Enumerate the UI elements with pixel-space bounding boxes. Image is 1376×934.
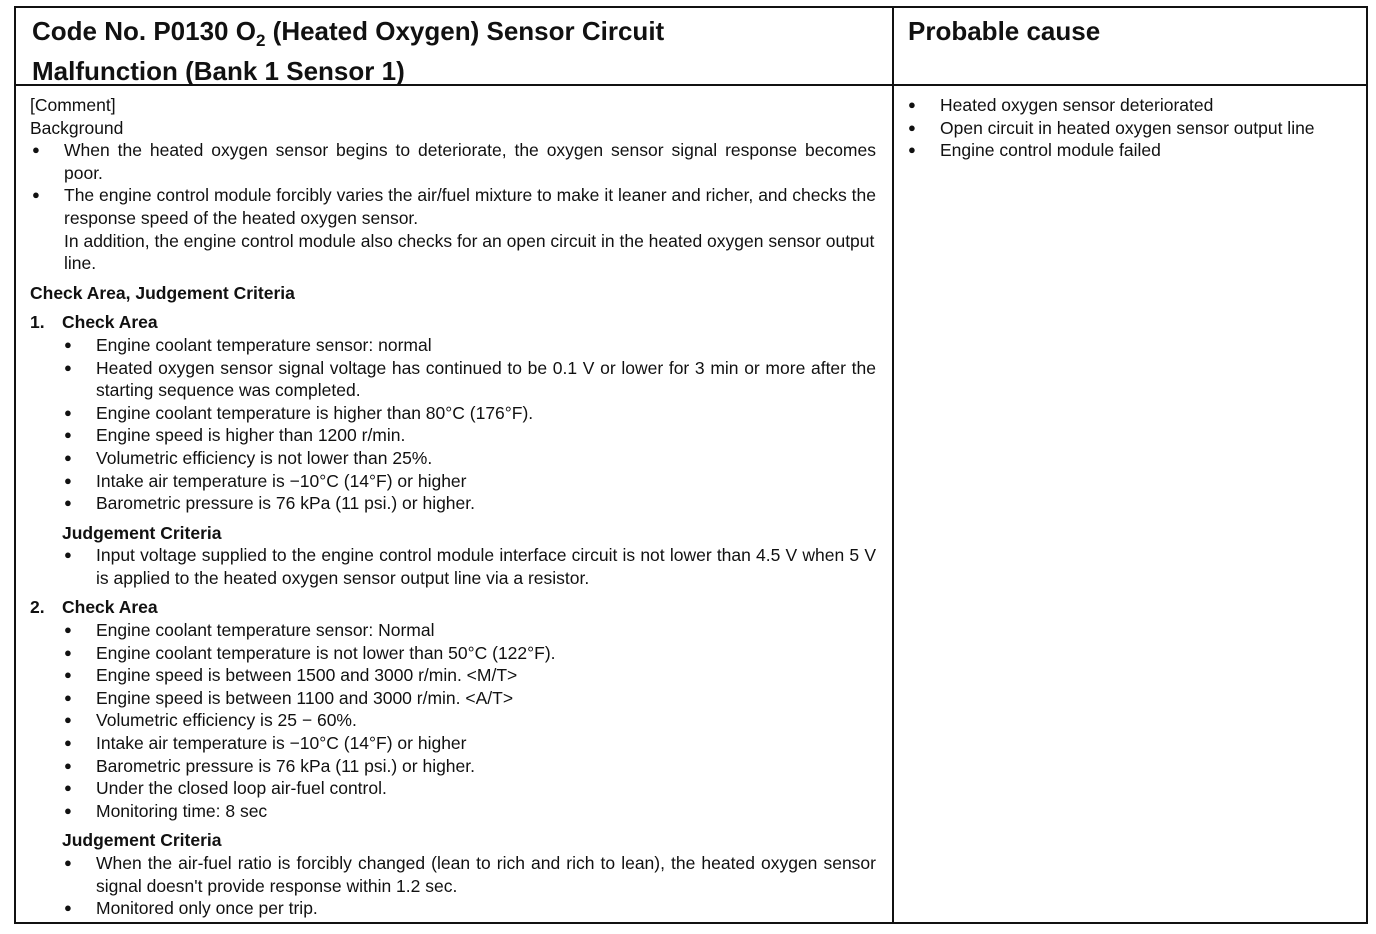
section2-check-area-heading (30, 596, 876, 619)
list-item: ● Engine coolant temperature sensor: Normal (30, 619, 876, 642)
title-line2: Malfunction (Bank 1 Sensor 1) (32, 56, 405, 86)
section1-check-area-label: Check Area (62, 312, 158, 333)
probable-cause-heading: Probable cause (908, 16, 1101, 46)
list-item: ● Engine speed is between 1500 and 3000 r/min. <M/T> (30, 664, 876, 687)
list-item: ● Monitored only once per trip. (30, 897, 876, 920)
comment-section (30, 94, 876, 920)
list-item: ● Engine speed is between 1100 and 3000 r/min. <A/T> (30, 687, 876, 710)
list-item: ● Engine coolant temperature sensor: normal (30, 334, 876, 357)
title-subscript: 2 (255, 31, 266, 50)
list-item: ● Barometric pressure is 76 kPa (11 psi.) or higher. (30, 755, 876, 778)
column-divider (892, 8, 894, 922)
diagnostic-table (14, 6, 1368, 924)
list-item: ● When the heated oxygen sensor begins to deteriorate, the oxygen sensor signal response becomes poor. (30, 139, 876, 184)
list-item: ● Volumetric efficiency is 25 − 60%. (30, 709, 876, 732)
list-item: ● Under the closed loop air-fuel control. (30, 777, 876, 800)
section2-number: 2. (30, 597, 45, 618)
comment-label: [Comment] (30, 95, 116, 115)
list-item: ● Intake air temperature is −10°C (14°F) or higher (30, 732, 876, 755)
title-rest: (Heated Oxygen) Sensor Circuit (265, 16, 665, 46)
probable-cause-list (906, 94, 1356, 162)
list-item: ● Heated oxygen sensor deteriorated (906, 94, 1356, 117)
section1-check-area-heading (30, 311, 876, 334)
criteria-heading: Check Area, Judgement Criteria (30, 282, 295, 303)
section2-check-area-label: Check Area (62, 597, 158, 618)
section1-judgement-label: Judgement Criteria (62, 522, 222, 543)
code-title (32, 16, 882, 86)
list-item: ● When the air-fuel ratio is forcibly changed (lean to rich and rich to lean), the heated oxygen sensor signal doesn't provide response within 1.2 sec. (30, 852, 876, 897)
background-label: Background (30, 117, 124, 138)
list-item: ● Engine control module failed (906, 139, 1356, 162)
list-item: ● Barometric pressure is 76 kPa (11 psi.) or higher. (30, 492, 876, 515)
list-item: ● Volumetric efficiency is not lower than 25%. (30, 447, 876, 470)
section1-number: 1. (30, 312, 45, 333)
list-item: ● Intake air temperature is −10°C (14°F) or higher (30, 470, 876, 493)
list-item: ● Input voltage supplied to the engine control module interface circuit is not lower than 4.5 V when 5 V is applied to the heated oxygen sensor output line via a resistor. (30, 544, 876, 589)
list-item: ● Open circuit in heated oxygen sensor output line (906, 117, 1356, 140)
title-prefix: Code No. P0130 O (32, 16, 256, 46)
background-addition: In addition, the engine control module also checks for an open circuit in the heated oxygen sensor output line. (64, 230, 875, 274)
list-item: ● Monitoring time: 8 sec (30, 800, 876, 823)
list-item: ● Engine coolant temperature is higher than 80°C (176°F). (30, 402, 876, 425)
list-item: ● Engine coolant temperature is not lower than 50°C (122°F). (30, 642, 876, 665)
section2-judgement-label: Judgement Criteria (62, 830, 222, 851)
list-item: ● The engine control module forcibly varies the air/fuel mixture to make it leaner and richer, and checks the response speed of the heated oxygen sensor. (30, 184, 876, 229)
list-item: ● Engine speed is higher than 1200 r/min. (30, 424, 876, 447)
list-item: ● Heated oxygen sensor signal voltage has continued to be 0.1 V or lower for 3 min or more after the starting sequence was completed. (30, 357, 876, 402)
